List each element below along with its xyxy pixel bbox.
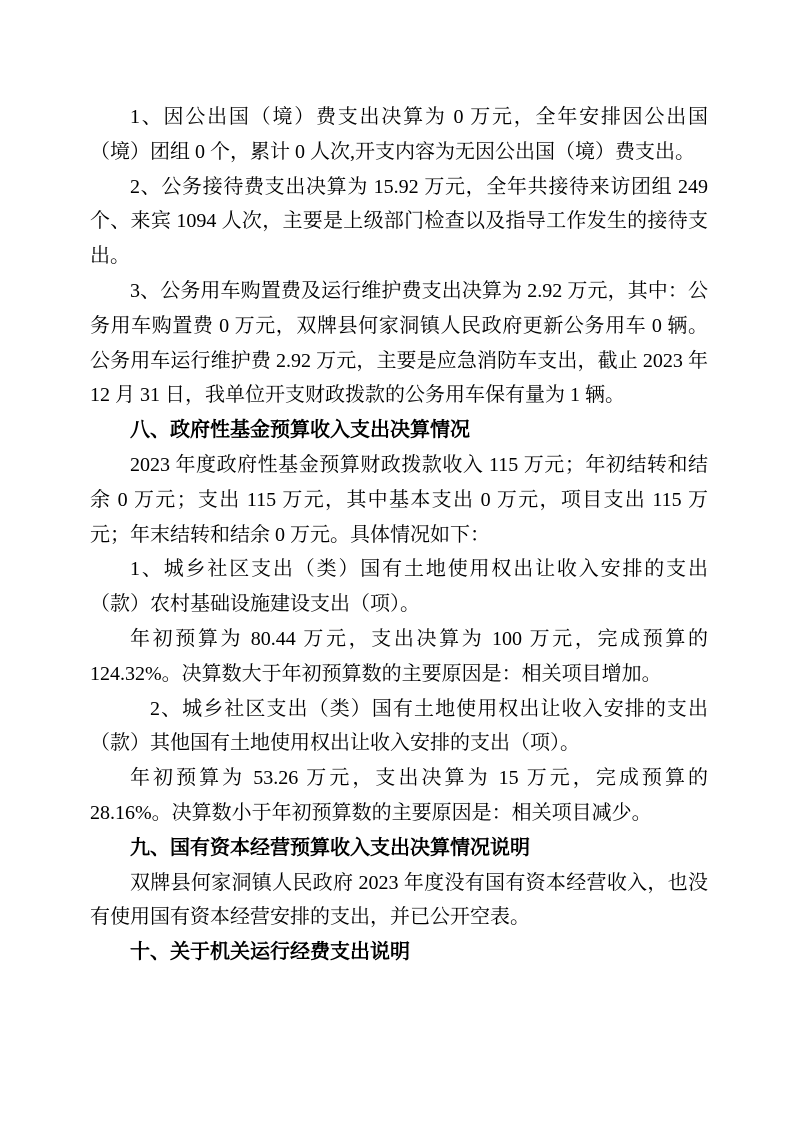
section-heading: 八、政府性基金预算收入支出决算情况 <box>130 419 470 442</box>
paragraph: 1、城乡社区支出（类）国有土地使用权出让收入安排的支出（款）农村基础设施建设支出（项）。 <box>90 558 708 616</box>
section-heading: 九、国有资本经营预算收入支出决算情况说明 <box>130 836 530 859</box>
paragraph: 双牌县何家洞镇人民政府 2023 年度没有国有资本经营收入，也没有使用国有资本经营安排的支出，并已公开空表。 <box>90 871 708 929</box>
paragraph: 2023 年度政府性基金预算财政拨款收入 115 万元；年初结转和结余 0 万元；支出 115 万元，其中基本支出 0 万元，项目支出 115 万元；年末结转和结余 0 万元。具体情况如下： <box>90 453 708 546</box>
paragraph: 年初预算为 53.26 万元，支出决算为 15 万元，完成预算的 28.16%。决算数小于年初预算数的主要原因是：相关项目减少。 <box>90 767 708 824</box>
paragraph: 1、因公出国（境）费支出决算为 0 万元，全年安排因公出国（境）团组 0 个，累计 0 人次,开支内容为无因公出国（境）费支出。 <box>90 106 708 163</box>
paragraph: 3、公务用车购置费及运行维护费支出决算为 2.92 万元，其中：公务用车购置费 0 万元，双牌县何家洞镇人民政府更新公务用车 0 辆。公务用车运行维护费 2.92 万元，主要是应急消防车支出，截止 2023 年 12 月 31 日，我单位开支财政拨款的公务用车保有量为 1 辆。 <box>90 279 708 407</box>
document-body <box>90 100 708 970</box>
paragraph: 年初预算为 80.44 万元，支出决算为 100 万元，完成预算的 124.32%。决算数大于年初预算数的主要原因是：相关项目增加。 <box>90 627 708 685</box>
paragraph: 2、城乡社区支出（类）国有土地使用权出让收入安排的支出（款）其他国有土地使用权出让收入安排的支出（项）。 <box>90 697 708 755</box>
paragraph: 2、公务接待费支出决算为 15.92 万元，全年共接待来访团组 249 个、来宾 1094 人次，主要是上级部门检查以及指导工作发生的接待支出。 <box>90 175 708 268</box>
section-heading: 十、关于机关运行经费支出说明 <box>130 941 410 964</box>
